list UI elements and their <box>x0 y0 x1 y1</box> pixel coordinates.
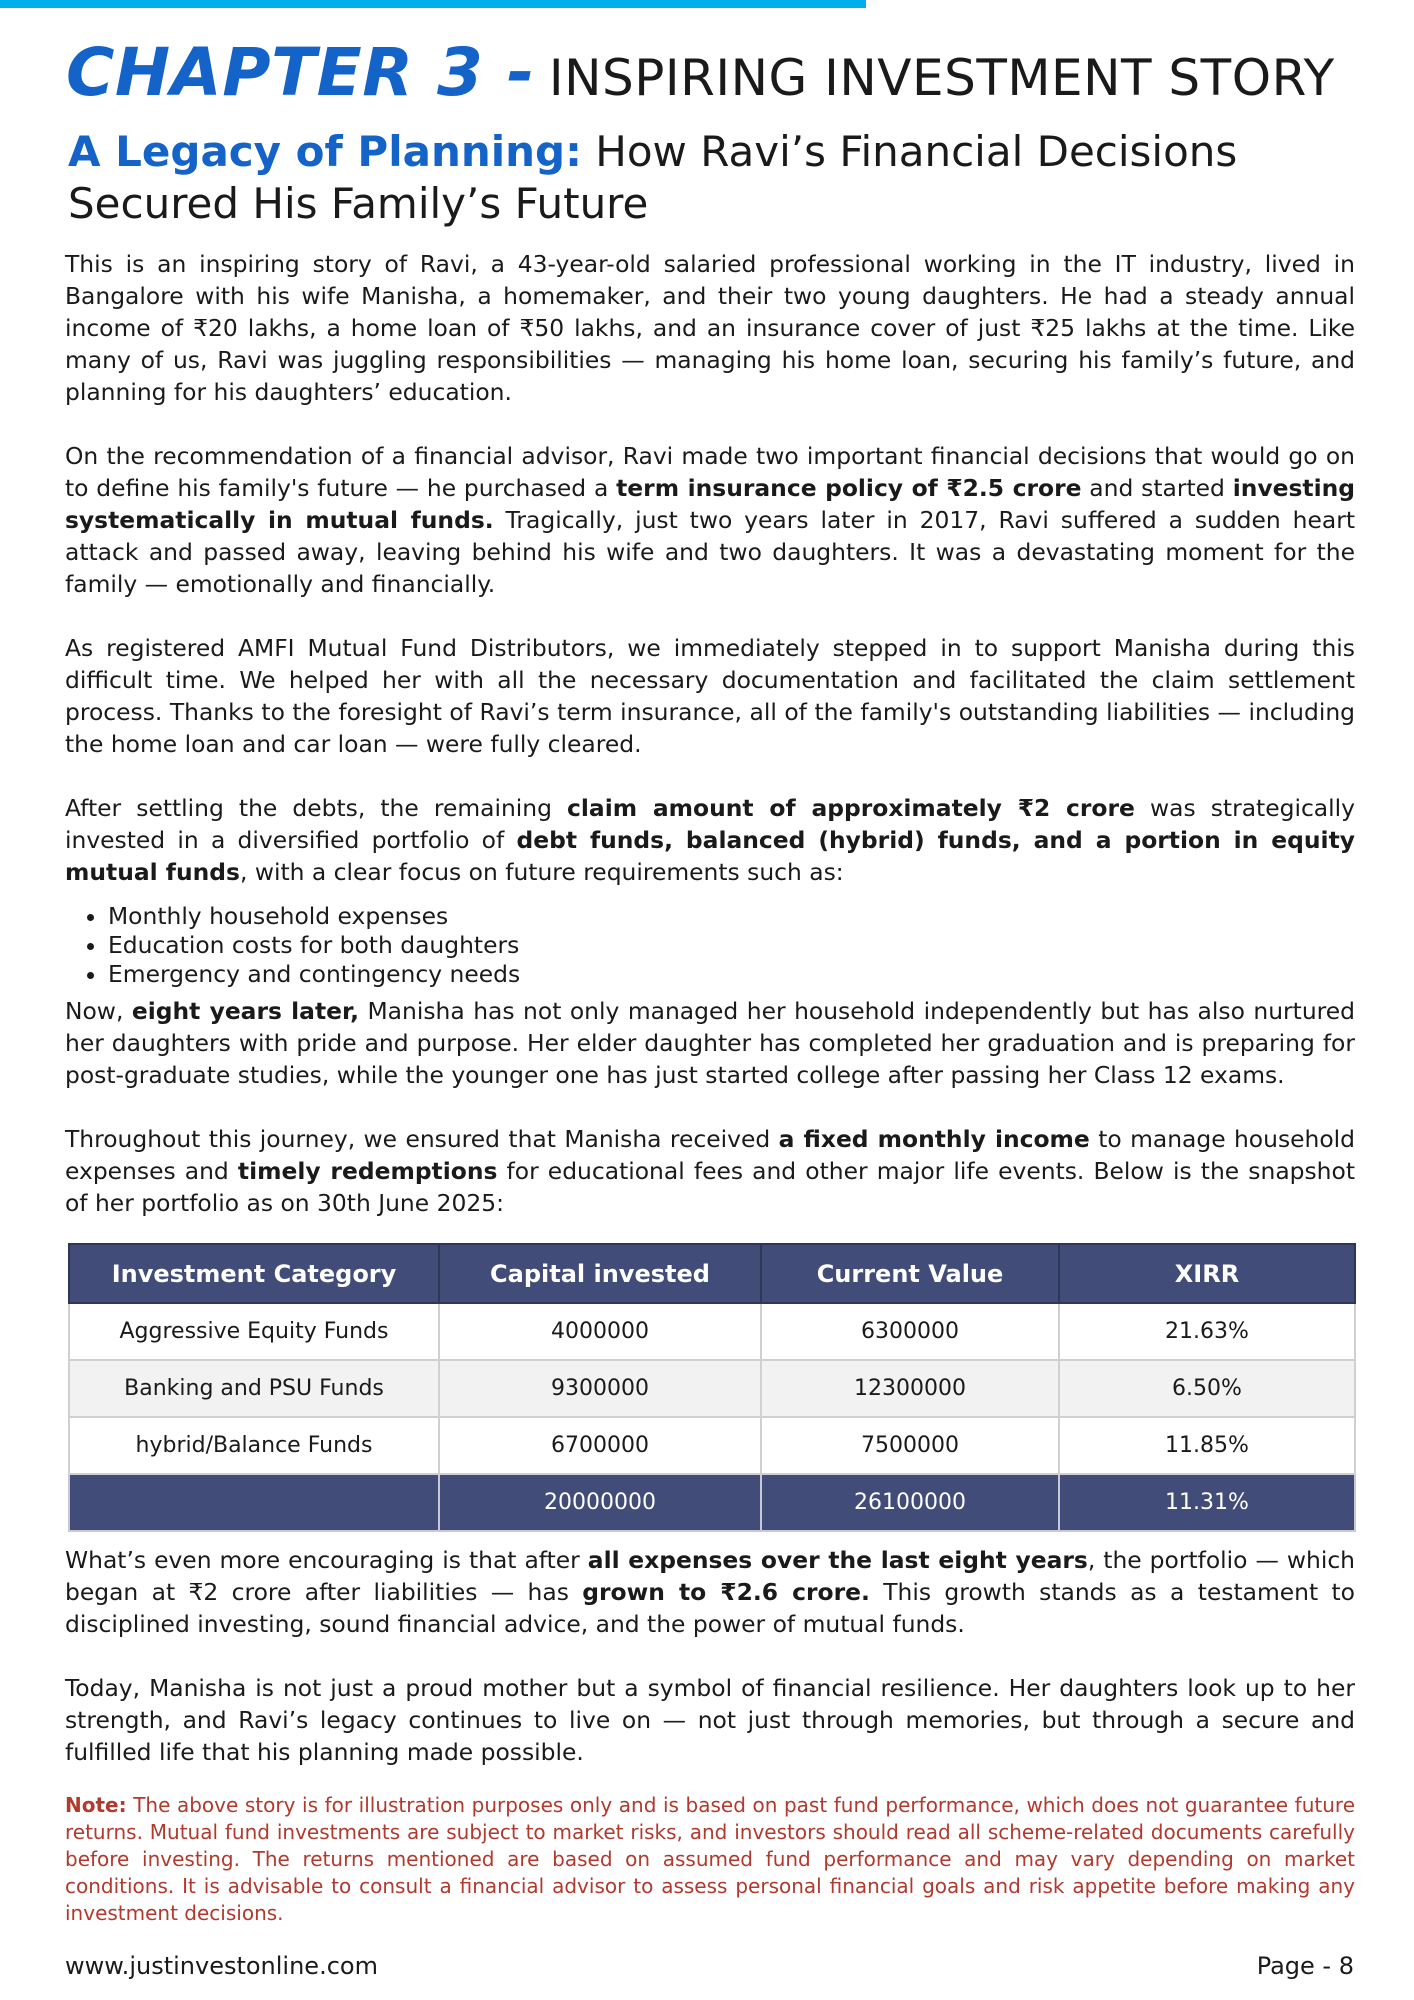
bold-run: grown to ₹2.6 crore. <box>582 1578 870 1606</box>
table-cell: 7500000 <box>761 1417 1059 1474</box>
chapter-heading <box>66 34 1335 111</box>
requirements-list <box>65 902 1355 989</box>
column-header: Capital invested <box>439 1244 761 1303</box>
note-text: The above story is for illustration purposes only and is based on past fund performance, which does not guarantee future returns. Mutual fund investments are subject to market risks, and investors should read all scheme-related documents carefully before investing. The returns mentioned are based on assumed fund performance and may vary depending on market conditions. It is advisable to consult a financial advisor to assess personal financial goals and risk appetite before making any investment decisions. <box>65 1793 1355 1925</box>
table-cell: 6700000 <box>439 1417 761 1474</box>
paragraph-eight-years <box>65 995 1355 1091</box>
table-cell: 9300000 <box>439 1360 761 1417</box>
table-row <box>69 1417 1355 1474</box>
note-label: Note: <box>65 1793 127 1817</box>
text-run: was strategically invested in a diversified portfolio of <box>65 794 1355 854</box>
page-number: Page - 8 <box>1256 1952 1354 1980</box>
text-run: Throughout this journey, we ensured that Manisha received <box>65 1125 779 1153</box>
text-run: On the recommendation of a financial advisor, Ravi made two important financial decisions that would go on to define his family's future — he purchased a <box>65 442 1355 502</box>
bold-run: debt funds, balanced (hybrid) funds, and a portion in equity mutual funds <box>65 826 1355 886</box>
bold-run: eight years later, <box>131 997 359 1025</box>
table-cell: 12300000 <box>761 1360 1059 1417</box>
list-item: • Emergency and contingency needs <box>108 960 1355 989</box>
bold-run: all expenses over the last eight years <box>587 1546 1088 1574</box>
table-cell: Banking and PSU Funds <box>69 1360 439 1417</box>
paragraph-today: Today, Manisha is not just a proud mother but a symbol of financial resilience. Her daughters look up to her strength, and Ravi’s legacy continues to live on — not just through memories, but through a secure and fulfilled life that his planning made possible. <box>65 1674 1355 1766</box>
table-cell: 26100000 <box>761 1474 1059 1531</box>
disclaimer-note <box>65 1792 1355 1927</box>
table-row <box>69 1360 1355 1417</box>
text-run: Now, <box>65 997 132 1025</box>
page-subtitle <box>68 126 1358 230</box>
column-header: XIRR <box>1059 1244 1355 1303</box>
text-run: , with a clear focus on future requirements such as: <box>239 858 844 886</box>
portfolio-table <box>68 1243 1356 1532</box>
paragraph-intro: This is an inspiring story of Ravi, a 43-year-old salaried professional working in the IT industry, lived in Bangalore with his wife Manisha, a homemaker, and their two young daughters. He had a steady annual income of ₹20 lakhs, a home loan of ₹50 lakhs, and an insurance cover of just ₹25 lakhs at the time. Like many of us, Ravi was juggling responsibilities — managing his home loan, securing his family’s future, and planning for his daughters’ education. <box>65 250 1355 406</box>
top-accent-bar <box>0 0 866 8</box>
text-run: This growth stands as a testament to disciplined investing, sound financial advice, and the power of mutual funds. <box>65 1578 1355 1638</box>
table-cell: 4000000 <box>439 1303 761 1360</box>
table-header-row <box>69 1244 1355 1303</box>
footer-website: www.justinvestonline.com <box>65 1952 378 1980</box>
paragraph-support: As registered AMFI Mutual Fund Distributors, we immediately stepped in to support Manisha during this difficult time. We helped her with all the necessary documentation and facilitated the claim settlement process. Thanks to the foresight of Ravi’s term insurance, all of the family's outstanding liabilities — including the home loan and car loan — were fully cleared. <box>65 634 1355 758</box>
table-cell: 6.50% <box>1059 1360 1355 1417</box>
subtitle-text: How Ravi’s Financial Decisions Secured His Family’s Future <box>68 127 1238 228</box>
paragraph-journey <box>65 1123 1355 1219</box>
text-run: , the portfolio — which began at ₹2 crore after liabilities — has <box>65 1546 1355 1606</box>
paragraph-decisions <box>65 440 1355 600</box>
subtitle-highlight: A Legacy of Planning: <box>68 127 582 176</box>
text-run: Tragically, just two years later in 2017, Ravi suffered a sudden heart attack and passed away, leaving behind his wife and two daughters. It was a devastating moment for the family — emotionally and financially. <box>65 506 1355 598</box>
text-run: and started <box>1081 474 1233 502</box>
list-item: • Monthly household expenses <box>108 902 1355 931</box>
text-run: Manisha has not only managed her household independently but has also nurtured her daughters with pride and purpose. Her elder daughter has completed her graduation and is preparing for post-graduate studies, while the younger one has just started college after passing her Class 12 exams. <box>65 997 1355 1089</box>
table-cell: 20000000 <box>439 1474 761 1531</box>
bold-run: term insurance policy of ₹2.5 crore <box>616 474 1082 502</box>
table-cell: 21.63% <box>1059 1303 1355 1360</box>
text-run: What’s even more encouraging is that after <box>65 1546 588 1574</box>
portfolio-table-container <box>68 1243 1355 1532</box>
text-run: to manage household expenses and <box>65 1125 1356 1185</box>
chapter-label: CHAPTER 3 - <box>66 34 535 111</box>
column-header: Current Value <box>761 1244 1059 1303</box>
chapter-title: INSPIRING INVESTMENT STORY <box>548 49 1335 107</box>
column-header: Investment Category <box>69 1244 439 1303</box>
table-cell: 6300000 <box>761 1303 1059 1360</box>
table-total-row <box>69 1474 1355 1531</box>
text-run: for educational fees and other major life events. Below is the snapshot of her portfolio as on 30th June 2025: <box>65 1157 1355 1217</box>
bold-run: investing systematically in mutual funds. <box>65 474 1355 534</box>
table-cell: 11.31% <box>1059 1474 1355 1531</box>
paragraph-claim <box>65 792 1355 888</box>
list-item: • Education costs for both daughters <box>108 931 1355 960</box>
table-cell: Aggressive Equity Funds <box>69 1303 439 1360</box>
table-cell: hybrid/Balance Funds <box>69 1417 439 1474</box>
table-row <box>69 1303 1355 1360</box>
table-cell: 11.85% <box>1059 1417 1355 1474</box>
bold-run: claim amount of approximately ₹2 crore <box>567 794 1135 822</box>
table-cell <box>69 1474 439 1531</box>
story-body <box>65 248 1355 1927</box>
paragraph-growth <box>65 1544 1355 1640</box>
bold-run: timely redemptions <box>237 1157 498 1185</box>
text-run: After settling the debts, the remaining <box>65 794 568 822</box>
bold-run: a fixed monthly income <box>778 1125 1090 1153</box>
